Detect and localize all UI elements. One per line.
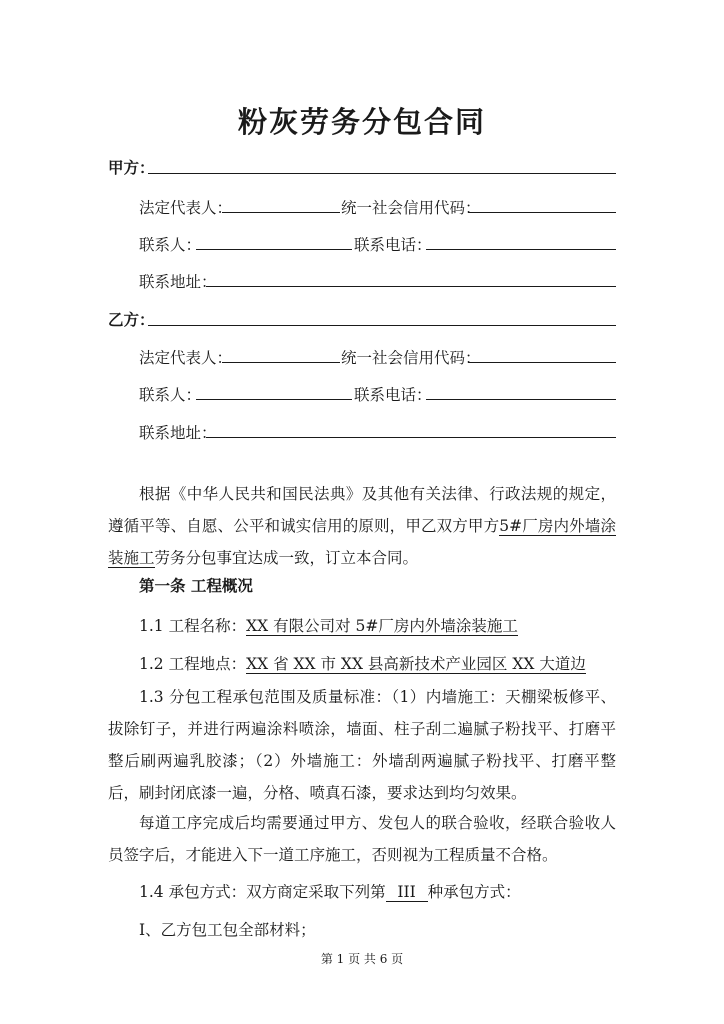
party-a-address-blank[interactable] (206, 286, 616, 287)
intro-paragraph (108, 478, 616, 574)
party-b-phone-label: 联系电话： (354, 386, 432, 404)
project-name-value: XX 有限公司对 5#厂房内外墙涂装施工 (246, 617, 518, 635)
project-location-line (139, 652, 586, 674)
acceptance-paragraph: 每道工序完成后均需要通过甲方、发包人的联合验收，经联合验收人员签字后，才能进入下一道工序施工，否则视为工程质量不合格。 (108, 814, 616, 864)
contract-method-line (139, 880, 521, 902)
party-a-rep-label: 法定代表人： (139, 199, 233, 217)
scope-paragraph: 1.3 分包工程承包范围及质量标准：（1）内墙施工：天棚梁板修平、拔除钉子，并进行两遍涂料喷涂，墙面、柱子刮二遍腻子粉找平、打磨平整后刷两遍乳胶漆；（2）外墙施工：外墙刮两遍腻子粉找平、打磨平整后，刷封闭底漆一遍，分格、喷真石漆，要求达到均匀效果。 (108, 688, 616, 802)
party-a-phone-label: 联系电话： (354, 236, 432, 254)
project-location-value: XX 省 XX 市 XX 县高新技术产业园区 XX 大道边 (246, 655, 586, 673)
option-1: Ⅰ、乙方包工包全部材料； (139, 921, 316, 939)
party-a-contact-blank[interactable] (196, 249, 352, 250)
project-name-label: 1.1 工程名称： (139, 617, 247, 635)
party-b-phone-blank[interactable] (426, 399, 616, 400)
party-b-blank[interactable] (148, 325, 616, 326)
party-b-address-label: 联系地址： (139, 424, 217, 442)
party-b-contact-blank[interactable] (196, 399, 352, 400)
party-a-credit-blank[interactable] (468, 212, 616, 213)
intro-text-post: 劳务分包事宜达成一致，订立本合同。 (154, 549, 419, 567)
party-a-phone-blank[interactable] (426, 249, 616, 250)
contract-title: 粉灰劳务分包合同 (237, 105, 486, 139)
party-a-contact-label: 联系人： (139, 236, 202, 254)
article-1-heading: 第一条 工程概况 (139, 576, 253, 595)
project-name-line (139, 614, 518, 636)
party-a-address-label: 联系地址： (139, 273, 217, 291)
party-b-credit-label: 统一社会信用代码： (341, 349, 481, 367)
party-b-rep-label: 法定代表人： (139, 349, 233, 367)
intro-text-pre: 根据《中华人民共和国民法典》及其他有关法律、行政法规的规定，遵循平等、自愿、公平和诚实信用的原则，甲乙双方甲方 (108, 485, 616, 535)
contract-method-post: 种承包方式： (427, 883, 521, 901)
project-location-label: 1.2 工程地点： (139, 655, 247, 673)
party-a-blank[interactable] (148, 173, 616, 174)
contract-method-value[interactable]: III (386, 883, 428, 902)
party-a-rep-blank[interactable] (222, 212, 340, 213)
party-a-label: 甲方： (108, 158, 155, 177)
party-b-credit-blank[interactable] (468, 362, 616, 363)
party-b-contact-label: 联系人： (139, 386, 202, 404)
party-b-label: 乙方： (108, 310, 155, 329)
party-b-address-blank[interactable] (206, 437, 616, 438)
contract-method-pre: 1.4 承包方式：双方商定采取下列第 (139, 883, 386, 901)
intro-project-name: 5#厂房内外墙涂装施工 (108, 517, 616, 567)
party-b-rep-blank[interactable] (222, 362, 340, 363)
party-a-credit-label: 统一社会信用代码： (341, 199, 481, 217)
page-footer: 第 1 页 共 6 页 (320, 952, 404, 966)
